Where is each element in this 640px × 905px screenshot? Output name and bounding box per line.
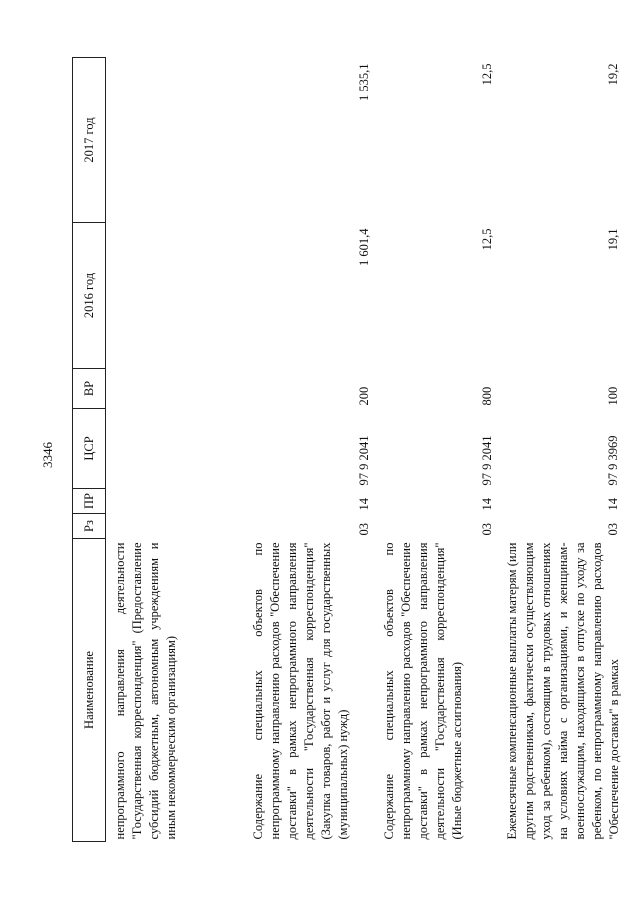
row-csr: 97 9 3969 bbox=[605, 435, 620, 486]
row-csr: 97 9 2041 bbox=[356, 435, 371, 486]
header-name: Наименование bbox=[73, 539, 106, 842]
header-csr: ЦСР bbox=[73, 409, 106, 489]
row-name: Ежемесячные компенсационные выплаты матерям (или другим родственникам, фактически осуществляющим уход за ребенком), состоящим в трудовых отношениях на условиях найма с организациями, и женщинам-военнослужащим, находящимся в отпуске по уходу за ребенком, по непрограммному направлению расходов "Обеспечение доставки" в рамках bbox=[504, 542, 621, 840]
row-2016 bbox=[106, 223, 244, 369]
row-csr: 97 9 2041 bbox=[479, 435, 494, 486]
row-2017: 19,2 bbox=[605, 63, 620, 86]
row-rz: 03 bbox=[479, 523, 494, 536]
header-pr: ПР bbox=[73, 489, 106, 514]
table-row bbox=[106, 58, 244, 842]
row-2017 bbox=[106, 58, 244, 223]
row-name: Содержание специальных объектов по непрограммному направлению расходов "Обеспечение доставки" в рамках непрограммного направления деятельности "Государственная корреспонденция" (Иные бюджетные ассигнования) bbox=[381, 542, 464, 840]
row-2016: 12,5 bbox=[479, 228, 494, 251]
row-pr: 14 bbox=[356, 498, 371, 511]
row-rz bbox=[106, 514, 244, 539]
row-vr: 800 bbox=[479, 386, 494, 406]
rotated-page-content bbox=[72, 58, 621, 842]
row-rz: 03 bbox=[605, 523, 620, 536]
budget-table bbox=[72, 57, 624, 842]
table-header-row bbox=[73, 58, 106, 842]
header-vr: ВР bbox=[73, 369, 106, 409]
table-row bbox=[244, 58, 375, 842]
row-2016: 19,1 bbox=[605, 228, 620, 251]
row-pr bbox=[106, 489, 244, 514]
table-row bbox=[375, 58, 498, 842]
row-vr: 100 bbox=[605, 386, 620, 406]
row-vr bbox=[106, 369, 244, 409]
row-2016: 1 601,4 bbox=[356, 228, 371, 266]
row-rz: 03 bbox=[356, 523, 371, 536]
header-rz: Рз bbox=[73, 514, 106, 539]
row-name: Содержание специальных объектов по непрограммному направлению расходов "Обеспечение доставки" в рамках непрограммного направления деятельности "Государственная корреспонденция" (Закупка товаров, работ и услуг для государственных (муниципальных) нужд) bbox=[250, 542, 350, 840]
header-2017: 2017 год bbox=[73, 58, 106, 223]
row-pr: 14 bbox=[479, 498, 494, 511]
page-number: 3346 bbox=[40, 442, 55, 468]
row-csr bbox=[106, 409, 244, 489]
row-pr: 14 bbox=[605, 498, 620, 511]
row-vr: 200 bbox=[356, 386, 371, 406]
row-name: непрограммного направления деятельности "Государственная корреспонденция" (Предоставление субсидий бюджетным, автономным учреждениям и иным некоммерческим организациям) bbox=[113, 542, 178, 840]
table-row bbox=[498, 58, 624, 842]
row-2017: 1 535,1 bbox=[356, 63, 371, 101]
header-2016: 2016 год bbox=[73, 223, 106, 369]
row-2017: 12,5 bbox=[479, 63, 494, 86]
